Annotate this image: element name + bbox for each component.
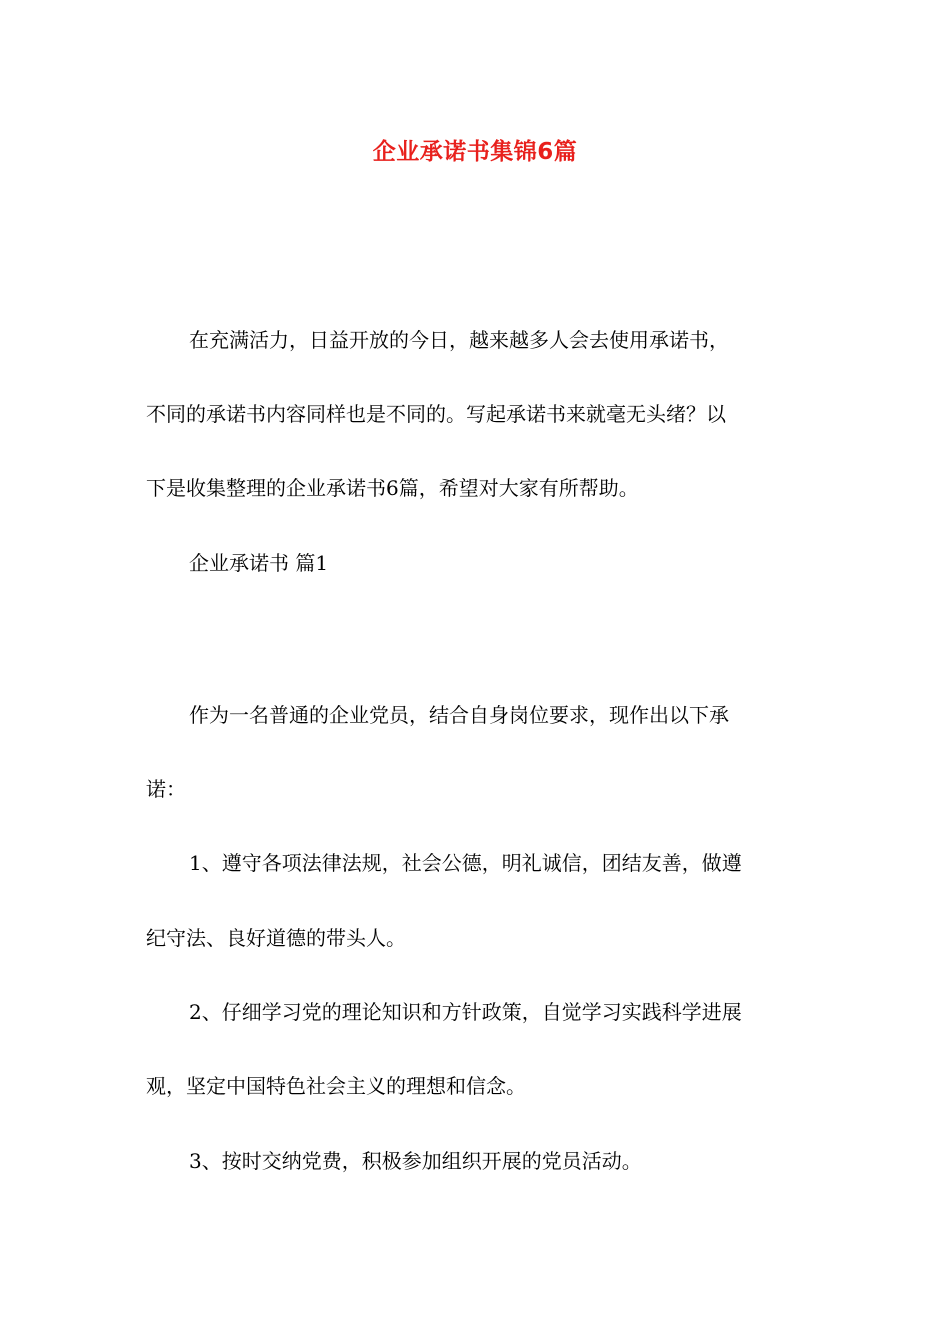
intro-line-1: 在充满活力，日益开放的今日，越来越多人会去使用承诺书，: [189, 328, 729, 352]
item-1-line-1: 1、遵守各项法律法规，社会公德，明礼诚信，团结友善，做遵: [189, 851, 742, 875]
item-2-line-2: 观，坚定中国特色社会主义的理想和信念。: [146, 1074, 526, 1098]
opening-line-1: 作为一名普通的企业党员，结合自身岗位要求，现作出以下承: [189, 703, 729, 727]
item-2-line-1: 2、仔细学习党的理论知识和方针政策，自觉学习实践科学进展: [189, 1000, 742, 1024]
intro-line-3: 下是收集整理的企业承诺书6篇，希望对大家有所帮助。: [146, 476, 639, 500]
item-3-line-1: 3、按时交纳党费，积极参加组织开展的党员活动。: [189, 1149, 642, 1173]
item-1-line-2: 纪守法、良好道德的带头人。: [146, 926, 406, 950]
section-heading: 企业承诺书 篇1: [189, 551, 329, 575]
document-title: 企业承诺书集锦6篇: [372, 139, 578, 165]
intro-line-2: 不同的承诺书内容同样也是不同的。写起承诺书来就毫无头绪？以: [146, 402, 726, 426]
opening-line-2: 诺：: [146, 777, 186, 801]
